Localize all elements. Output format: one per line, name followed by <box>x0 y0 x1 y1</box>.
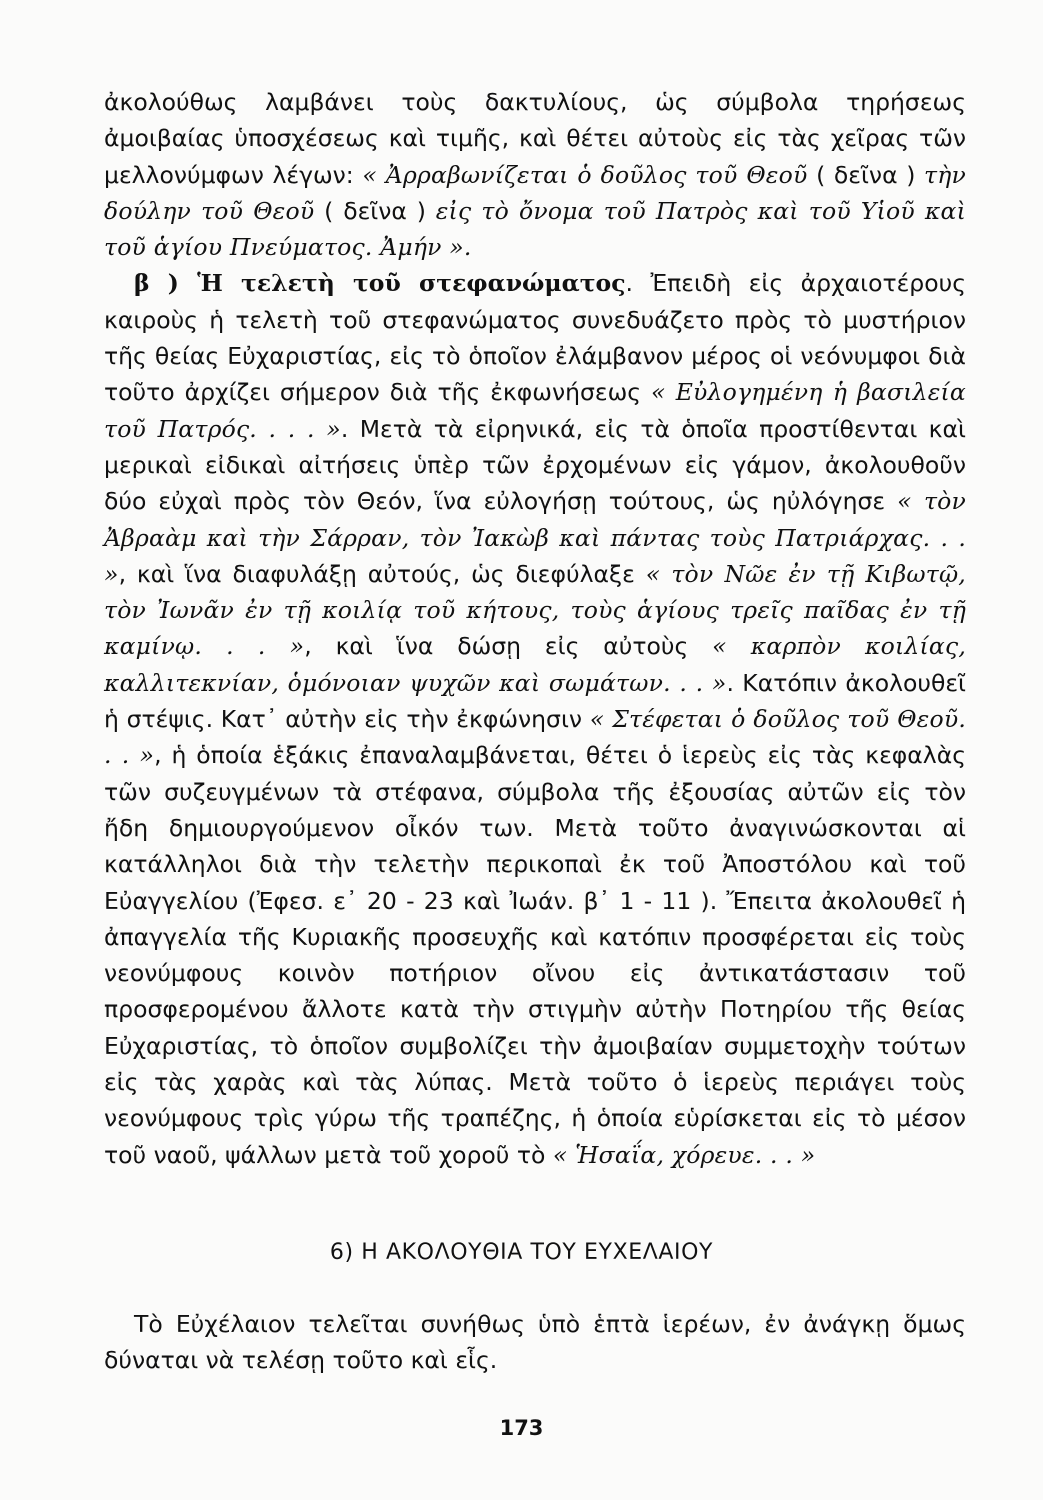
quote-italic: « Ἀρραβωνίζεται ὁ δοῦλος τοῦ Θεοῦ <box>362 160 808 189</box>
paragraph-crowning <box>104 265 966 1172</box>
quote-italic: « τὸν Νῶε ἐν τῇ Κιβωτῷ, τὸν Ἰωνᾶν ἐν τῇ κοιλίᾳ τοῦ κήτους, τοὺς ἁγίους τρεῖς παῖδας ἐν τῇ καμίνῳ. . . » <box>104 559 966 661</box>
text-run: , καὶ ἵνα δώσῃ εἰς αὐτοὺς <box>304 632 713 661</box>
text-run: . Ἐπειδὴ εἰς ἀρχαιοτέρους καιροὺς ἡ τελετὴ τοῦ στεφανώματος συνεδυάζετο πρὸς τὸ μυστήριον τῆς θείας Εὐχαριστίας, εἰς τὸ ὁποῖον ἐλάμβανον μέρος οἱ νεόνυμφοι διὰ τοῦτο ἀρχίζει σήμερον διὰ τῆς ἐκφωνήσεως <box>104 269 966 407</box>
section-heading-crowning: β ) Ἡ τελετὴ τοῦ στεφανώματος <box>134 269 626 298</box>
page-number: 173 <box>499 1416 544 1440</box>
text-run: . Μετὰ τὰ εἰρηνικά, εἰς τὰ ὁποῖα προστίθενται καὶ μερικαὶ εἰδικαὶ αἰτήσεις ὑπὲρ τῶν ἐρχομένων εἰς γάμον, ἀκολουθοῦν δύο εὐχαὶ πρὸς τὸν Θεόν, ἵνα εὐλογήσῃ τούτους, ὡς ηὐλόγησε <box>104 414 966 516</box>
text-run: ἀκολούθως λαμβάνει τοὺς δακτυλίους, ὡς σύμβολα τηρήσεως ἀμοιβαίας ὑποσχέσεως καὶ τιμῆς, καὶ θέτει αὐτοὺς εἰς τὰς χεῖρας τῶν μελλονύμφων λέγων: <box>104 88 966 189</box>
quote-italic: « Στέφεται ὁ δοῦλος τοῦ Θεοῦ. . . » <box>104 705 966 770</box>
quote-italic: « τὸν Ἀβραὰμ καὶ τὴν Σάρραν, τὸν Ἰακὼβ καὶ πάντας τοὺς Πατριάρχας. . . » <box>104 487 966 588</box>
text-run: ( δεῖνα ) <box>314 196 436 225</box>
text-run: , καὶ ἵνα διαφυλάξῃ αὐτούς, ὡς διεφύλαξε <box>118 559 646 588</box>
text-run: . Κατόπιν ἀκολουθεῖ ἡ στέψις. Κατ᾽ αὐτὴν εἰς τὴν ἐκφώνησιν <box>104 668 966 734</box>
quote-italic: τὴν δούλην τοῦ Θεοῦ <box>104 160 966 225</box>
paragraph-unction <box>104 1306 966 1379</box>
paragraph-unction-text: Τὸ Εὐχέλαιον τελεῖται συνήθως ὑπὸ ἑπτὰ ἱερέων, ἐν ἀνάγκῃ ὅμως δύναται νὰ τελέσῃ τοῦτο καὶ εἷς. <box>104 1310 966 1375</box>
quote-italic: « Εὐλογημένη ἡ βασιλεία τοῦ Πατρός. . . . » <box>104 378 967 443</box>
section-title: 6) Η ΑΚΟΛΟΥΘΙΑ ΤΟΥ ΕΥΧΕΛΑΙΟΥ <box>329 1240 714 1265</box>
text-run: ( δεῖνα ) <box>807 160 925 189</box>
quote-italic: « καρπὸν κοιλίας, καλλιτεκνίαν, ὁμόνοιαν ψυχῶν καὶ σωμάτων. . . » <box>104 632 967 697</box>
quote-italic: « Ἡσαΐα, χόρευε. . . » <box>552 1140 816 1169</box>
text-run: , ἡ ὁποία ἑξάκις ἐπαναλαμβάνεται, θέτει ὁ ἱερεὺς εἰς τὰς κεφαλὰς τῶν συζευγμένων τὰ στέφανα, σύμβολα τῆς ἐξουσίας αὐτῶν εἰς τὸν ἤδη δημιουργούμενον οἶκόν των. Μετὰ τοῦτο ἀναγινώσκονται αἱ κατάλληλοι διὰ τὴν τελετὴν περικοπαὶ ἐκ τοῦ Ἀποστόλου καὶ τοῦ Εὐαγγελίου (Ἐφεσ. ε᾽ 20 - 23 καὶ Ἰωάν. β᾽ 1 - 11 ). Ἔπειτα ἀκολουθεῖ ἡ ἀπαγγελία τῆς Κυριακῆς προσευχῆς καὶ κατόπιν προσφέρεται εἰς τοὺς νεονύμφους κοινὸν ποτήριον οἴνου εἰς ἀντικατάστασιν τοῦ προσφερομένου ἄλλοτε κατὰ τὴν στιγμὴν αὐτὴν Ποτηρίου τῆς θείας Εὐχαριστίας, τὸ ὁποῖον συμβολίζει τὴν ἀμοιβαίαν συμμετοχὴν τούτων εἰς τὰς χαρὰς καὶ τὰς λύπας. Μετὰ τοῦτο ὁ ἱερεὺς περιάγει τοὺς νεονύμφους τρὶς γύρω τῆς τραπέζης, ἡ ὁποία εὑρίσκεται εἰς τὸ μέσον τοῦ ναοῦ, ψάλλων μετὰ τοῦ χοροῦ τὸ <box>104 741 966 1169</box>
paragraph-rings <box>104 84 966 265</box>
quote-italic: εἰς τὸ ὄνομα τοῦ Πατρὸς καὶ τοῦ Υἱοῦ καὶ τοῦ ἁγίου Πνεύματος. Ἀμήν ». <box>104 196 966 262</box>
main-text <box>104 84 966 1173</box>
